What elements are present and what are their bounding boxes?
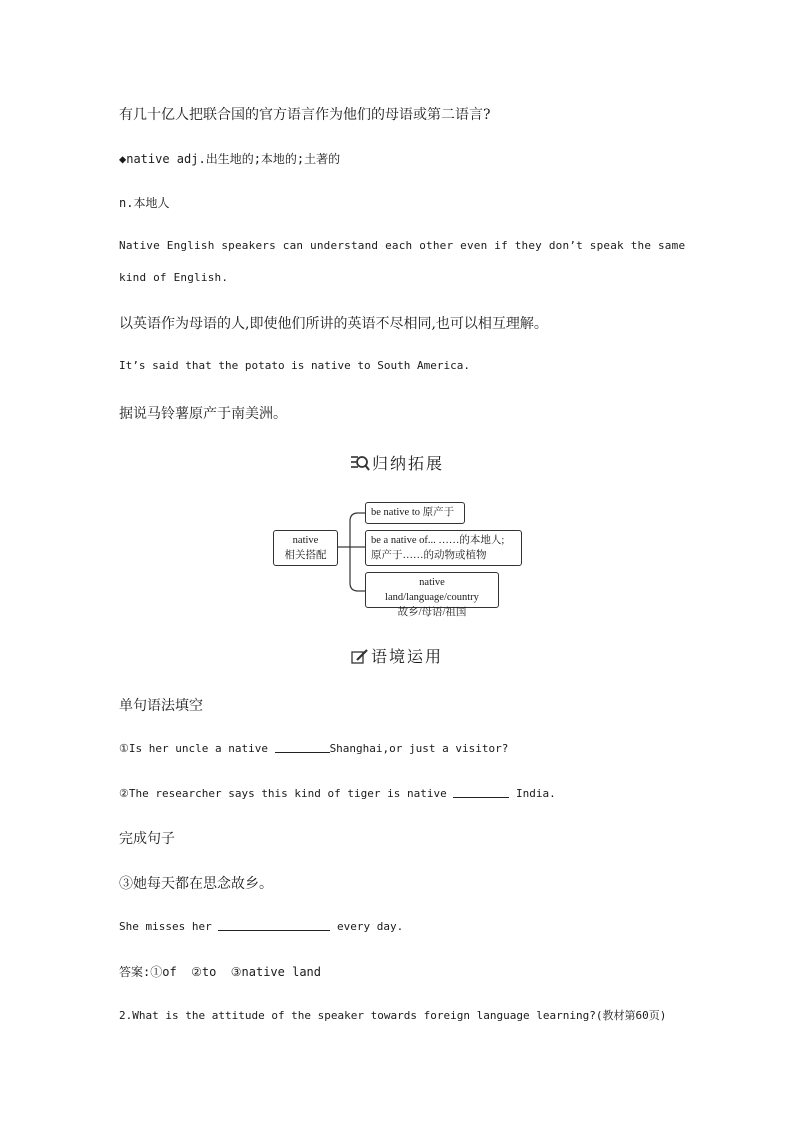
root-line-1: native <box>292 535 319 546</box>
part-title-complete-sentence: 完成句子 <box>119 831 175 847</box>
q1-answer-blank[interactable] <box>275 741 330 753</box>
root-line-2: 相关搭配 <box>284 550 327 561</box>
part-title-grammar: 单句语法填空 <box>119 698 203 714</box>
diagram-root-node <box>273 530 338 566</box>
branch3-line-2: 故乡/母语/祖国 <box>397 607 467 618</box>
q3-text-before: She misses her <box>119 920 219 933</box>
next-question: 2.What is the attitude of the speaker towards foreign language learning?(教材第60页) <box>119 1009 667 1022</box>
paragraph-translation-1: 有几十亿人把联合国的官方语言作为他们的母语或第二语言? <box>119 107 491 123</box>
example-translation-1: 以英语作为母语的人,即使他们所讲的英语不尽相同,也可以相互理解。 <box>119 316 548 332</box>
branch3-line-1: native land/language/country <box>385 577 479 603</box>
branch2-line-1: be a native of... ……的本地人; <box>371 535 505 546</box>
q3-answer-blank[interactable] <box>218 919 330 931</box>
question-3-prompt: ③她每天都在思念故乡。 <box>119 876 273 892</box>
vocab-entry-native: ◆native adj.出生地的;本地的;土著的 <box>119 152 341 166</box>
diagram-branch-native-land <box>365 572 499 618</box>
section-title: 语境运用 <box>370 647 443 666</box>
q2-answer-blank[interactable] <box>453 786 509 798</box>
question-2 <box>119 786 556 800</box>
diagram-branch-native-to <box>365 502 465 524</box>
q2-text-before: ②The researcher says this kind of tiger is native <box>119 787 454 800</box>
question-1 <box>119 741 508 755</box>
vocab-noun-meaning: n.本地人 <box>119 196 170 210</box>
q1-text-after: Shanghai,or just a visitor? <box>329 742 509 755</box>
answer-key: 答案:①of ②to ③native land <box>119 965 322 979</box>
branch1-text: be native to 原产于 <box>371 507 455 518</box>
section-title: 归纳拓展 <box>371 454 444 473</box>
q3-text-after: every day. <box>330 920 404 933</box>
q2-text-after: India. <box>509 787 556 800</box>
example-sentence-2: It’s said that the potato is native to South America. <box>119 359 470 372</box>
q1-text-before: ①Is her uncle a native <box>119 742 275 755</box>
example-sentence-1-cont: kind of English. <box>119 271 229 284</box>
example-sentence-1: Native English speakers can understand each other even if they don’t speak the same <box>119 239 686 252</box>
pencil-icon <box>351 649 369 669</box>
section-heading-practice <box>0 644 794 669</box>
diagram-branch-native-of <box>365 530 522 566</box>
question-3 <box>119 919 403 933</box>
example-translation-2: 据说马铃薯原产于南美洲。 <box>119 406 287 422</box>
branch2-line-2: 原产于……的动物或植物 <box>371 550 487 561</box>
